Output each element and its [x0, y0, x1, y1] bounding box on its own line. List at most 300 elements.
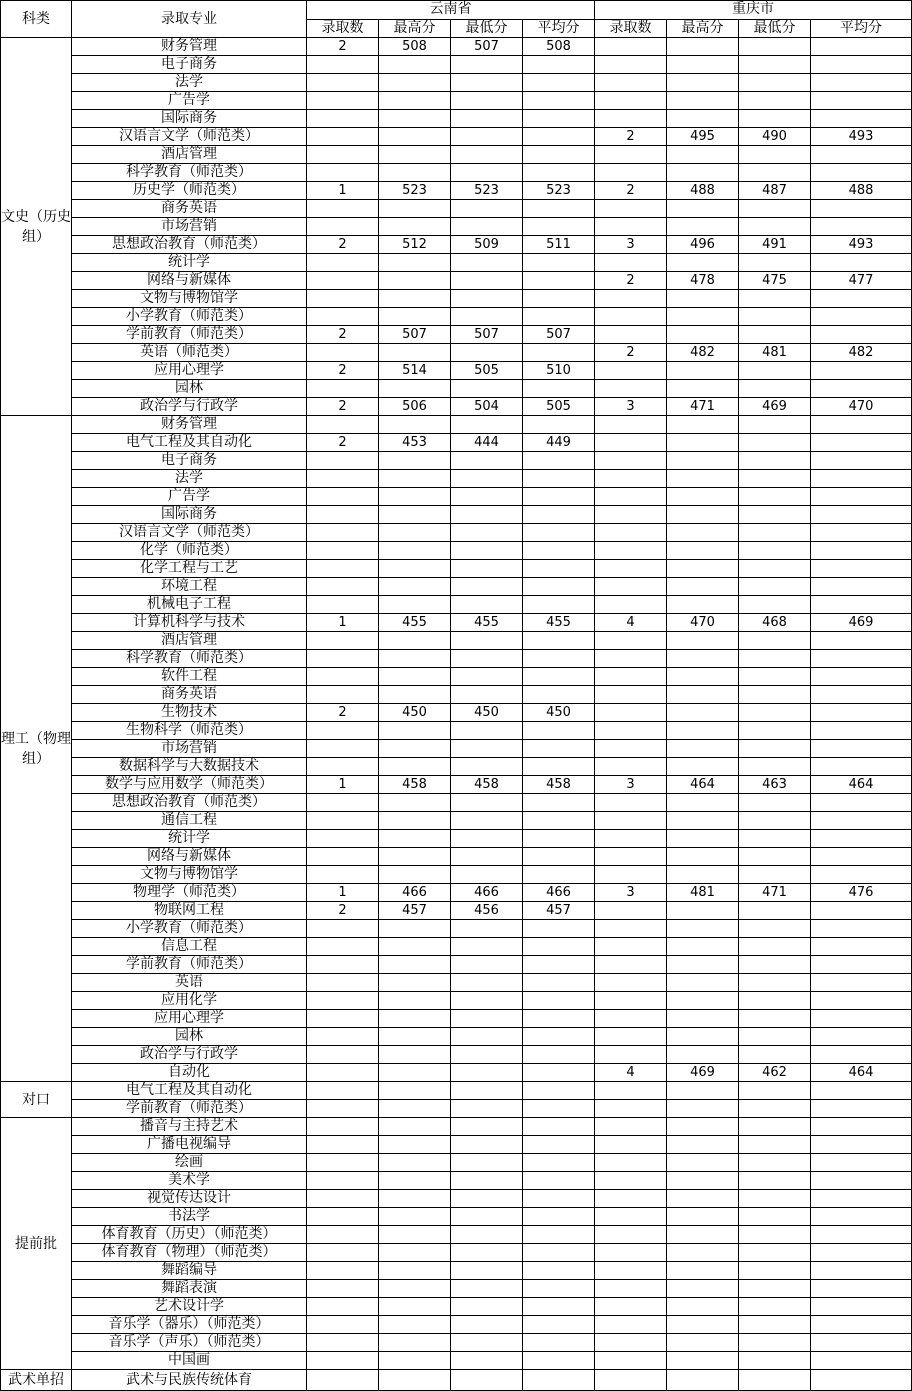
chongqing-min-cell [739, 38, 811, 56]
chongqing-count-cell [595, 560, 667, 578]
yunnan-count-cell [307, 1100, 379, 1118]
chongqing-min-cell [739, 146, 811, 164]
chongqing-max-cell [667, 812, 739, 830]
table-row [1, 506, 912, 524]
yunnan-max-cell [379, 722, 451, 740]
major-cell: 自动化 [72, 1064, 307, 1082]
chongqing-avg-cell [811, 1172, 912, 1190]
chongqing-max-cell [667, 308, 739, 326]
yunnan-max-cell [379, 1154, 451, 1172]
table-row [1, 128, 912, 146]
yunnan-count-cell [307, 830, 379, 848]
yunnan-max-cell: 466 [379, 884, 451, 902]
table-row [1, 542, 912, 560]
chongqing-count-cell [595, 704, 667, 722]
chongqing-max-cell [667, 1100, 739, 1118]
yunnan-min-cell [451, 740, 523, 758]
chongqing-max-cell [667, 1208, 739, 1226]
major-cell: 政治学与行政学 [72, 1046, 307, 1064]
table-row [1, 992, 912, 1010]
yunnan-max-cell [379, 1118, 451, 1136]
chongqing-count-cell: 4 [595, 1064, 667, 1082]
chongqing-min-cell [739, 506, 811, 524]
yunnan-min-cell [451, 1028, 523, 1046]
yunnan-min-cell [451, 128, 523, 146]
yunnan-avg-cell [523, 1208, 595, 1226]
major-cell: 广告学 [72, 92, 307, 110]
table-row [1, 380, 912, 398]
header-chongqing-count: 录取数 [595, 19, 667, 38]
major-cell: 文物与博物馆学 [72, 866, 307, 884]
yunnan-avg-cell [523, 1226, 595, 1244]
chongqing-min-cell: 463 [739, 776, 811, 794]
chongqing-count-cell: 2 [595, 344, 667, 362]
chongqing-count-cell [595, 1262, 667, 1280]
yunnan-min-cell [451, 1100, 523, 1118]
table-row [1, 596, 912, 614]
chongqing-count-cell [595, 56, 667, 74]
chongqing-min-cell [739, 1082, 811, 1100]
yunnan-count-cell [307, 632, 379, 650]
chongqing-max-cell [667, 686, 739, 704]
chongqing-avg-cell [811, 38, 912, 56]
yunnan-count-cell [307, 992, 379, 1010]
chongqing-avg-cell [811, 1028, 912, 1046]
table-row [1, 1100, 912, 1118]
chongqing-avg-cell: 476 [811, 884, 912, 902]
chongqing-max-cell [667, 56, 739, 74]
chongqing-min-cell [739, 1136, 811, 1154]
table-row [1, 1028, 912, 1046]
major-cell: 电子商务 [72, 56, 307, 74]
major-cell: 音乐学（器乐）（师范类） [72, 1316, 307, 1334]
major-cell: 书法学 [72, 1208, 307, 1226]
chongqing-count-cell: 2 [595, 182, 667, 200]
yunnan-avg-cell [523, 1244, 595, 1262]
major-cell: 生物科学（师范类） [72, 722, 307, 740]
yunnan-min-cell [451, 470, 523, 488]
table-row [1, 902, 912, 920]
yunnan-count-cell [307, 56, 379, 74]
yunnan-count-cell [307, 218, 379, 236]
yunnan-avg-cell [523, 506, 595, 524]
yunnan-max-cell [379, 272, 451, 290]
yunnan-avg-cell [523, 650, 595, 668]
chongqing-count-cell [595, 632, 667, 650]
yunnan-avg-cell [523, 146, 595, 164]
chongqing-min-cell [739, 938, 811, 956]
major-cell: 广播电视编导 [72, 1136, 307, 1154]
chongqing-min-cell [739, 1028, 811, 1046]
chongqing-min-cell [739, 1244, 811, 1262]
chongqing-count-cell [595, 416, 667, 434]
major-cell: 英语 [72, 974, 307, 992]
yunnan-min-cell [451, 146, 523, 164]
chongqing-min-cell [739, 1316, 811, 1334]
yunnan-count-cell [307, 1370, 379, 1391]
table-row [1, 92, 912, 110]
chongqing-avg-cell [811, 1082, 912, 1100]
yunnan-max-cell: 455 [379, 614, 451, 632]
yunnan-count-cell [307, 110, 379, 128]
chongqing-avg-cell [811, 200, 912, 218]
chongqing-avg-cell [811, 1208, 912, 1226]
yunnan-min-cell [451, 1118, 523, 1136]
major-cell: 软件工程 [72, 668, 307, 686]
chongqing-count-cell [595, 1226, 667, 1244]
major-cell: 国际商务 [72, 506, 307, 524]
yunnan-avg-cell [523, 1154, 595, 1172]
chongqing-max-cell [667, 758, 739, 776]
yunnan-avg-cell [523, 1100, 595, 1118]
yunnan-max-cell [379, 452, 451, 470]
chongqing-min-cell [739, 56, 811, 74]
header-yunnan-min: 最低分 [451, 19, 523, 38]
major-cell: 统计学 [72, 254, 307, 272]
yunnan-min-cell: 458 [451, 776, 523, 794]
chongqing-avg-cell: 464 [811, 776, 912, 794]
chongqing-min-cell [739, 362, 811, 380]
yunnan-avg-cell [523, 992, 595, 1010]
table-row [1, 956, 912, 974]
chongqing-count-cell [595, 830, 667, 848]
table-row [1, 1352, 912, 1370]
yunnan-min-cell [451, 92, 523, 110]
chongqing-max-cell: 469 [667, 1064, 739, 1082]
table-row [1, 1136, 912, 1154]
chongqing-avg-cell [811, 1262, 912, 1280]
yunnan-max-cell [379, 1244, 451, 1262]
major-cell: 数学与应用数学（师范类） [72, 776, 307, 794]
chongqing-avg-cell [811, 488, 912, 506]
yunnan-count-cell [307, 740, 379, 758]
chongqing-min-cell [739, 1280, 811, 1298]
table-body [1, 38, 912, 1391]
chongqing-avg-cell [811, 1334, 912, 1352]
yunnan-max-cell [379, 524, 451, 542]
yunnan-avg-cell [523, 254, 595, 272]
yunnan-count-cell [307, 488, 379, 506]
yunnan-count-cell [307, 1334, 379, 1352]
yunnan-min-cell [451, 452, 523, 470]
chongqing-min-cell [739, 1262, 811, 1280]
yunnan-min-cell [451, 1208, 523, 1226]
major-cell: 物理学（师范类） [72, 884, 307, 902]
chongqing-avg-cell [811, 740, 912, 758]
yunnan-avg-cell [523, 938, 595, 956]
chongqing-count-cell [595, 488, 667, 506]
chongqing-avg-cell [811, 1118, 912, 1136]
chongqing-count-cell [595, 1298, 667, 1316]
yunnan-min-cell [451, 830, 523, 848]
major-cell: 网络与新媒体 [72, 848, 307, 866]
chongqing-max-cell [667, 38, 739, 56]
header-chongqing-max: 最高分 [667, 19, 739, 38]
table-row [1, 200, 912, 218]
yunnan-min-cell [451, 344, 523, 362]
chongqing-count-cell [595, 1352, 667, 1370]
chongqing-max-cell [667, 1244, 739, 1262]
yunnan-avg-cell: 455 [523, 614, 595, 632]
yunnan-max-cell [379, 344, 451, 362]
chongqing-avg-cell [811, 164, 912, 182]
chongqing-min-cell: 471 [739, 884, 811, 902]
chongqing-max-cell [667, 254, 739, 272]
table-row [1, 1046, 912, 1064]
chongqing-max-cell [667, 740, 739, 758]
yunnan-min-cell [451, 794, 523, 812]
yunnan-avg-cell [523, 560, 595, 578]
yunnan-count-cell [307, 848, 379, 866]
yunnan-count-cell [307, 686, 379, 704]
chongqing-min-cell [739, 722, 811, 740]
chongqing-count-cell: 3 [595, 236, 667, 254]
chongqing-max-cell: 495 [667, 128, 739, 146]
chongqing-count-cell [595, 1190, 667, 1208]
table-row [1, 1118, 912, 1136]
chongqing-min-cell: 468 [739, 614, 811, 632]
major-cell: 历史学（师范类） [72, 182, 307, 200]
yunnan-count-cell [307, 452, 379, 470]
chongqing-min-cell [739, 758, 811, 776]
yunnan-avg-cell [523, 1136, 595, 1154]
yunnan-count-cell: 2 [307, 704, 379, 722]
yunnan-count-cell [307, 542, 379, 560]
chongqing-avg-cell [811, 434, 912, 452]
table-row [1, 236, 912, 254]
chongqing-count-cell [595, 542, 667, 560]
yunnan-avg-cell [523, 740, 595, 758]
yunnan-count-cell [307, 1244, 379, 1262]
yunnan-max-cell [379, 290, 451, 308]
chongqing-max-cell [667, 488, 739, 506]
table-row [1, 1208, 912, 1226]
yunnan-count-cell [307, 1280, 379, 1298]
chongqing-max-cell [667, 110, 739, 128]
chongqing-avg-cell [811, 524, 912, 542]
chongqing-max-cell [667, 362, 739, 380]
major-cell: 小学教育（师范类） [72, 920, 307, 938]
chongqing-max-cell [667, 956, 739, 974]
chongqing-max-cell [667, 452, 739, 470]
yunnan-avg-cell [523, 1190, 595, 1208]
yunnan-avg-cell: 511 [523, 236, 595, 254]
chongqing-min-cell [739, 110, 811, 128]
yunnan-count-cell [307, 1064, 379, 1082]
yunnan-avg-cell [523, 218, 595, 236]
chongqing-count-cell [595, 200, 667, 218]
chongqing-count-cell [595, 1100, 667, 1118]
category-cell: 提前批 [1, 1118, 72, 1370]
yunnan-min-cell [451, 200, 523, 218]
yunnan-count-cell [307, 812, 379, 830]
table-row [1, 758, 912, 776]
chongqing-avg-cell [811, 1010, 912, 1028]
yunnan-avg-cell [523, 1352, 595, 1370]
yunnan-max-cell [379, 1280, 451, 1298]
chongqing-avg-cell [811, 1316, 912, 1334]
chongqing-count-cell: 4 [595, 614, 667, 632]
chongqing-max-cell [667, 92, 739, 110]
yunnan-min-cell [451, 1262, 523, 1280]
major-cell: 绘画 [72, 1154, 307, 1172]
chongqing-min-cell [739, 794, 811, 812]
yunnan-max-cell [379, 416, 451, 434]
chongqing-max-cell [667, 434, 739, 452]
chongqing-min-cell [739, 200, 811, 218]
yunnan-min-cell [451, 1226, 523, 1244]
chongqing-min-cell [739, 956, 811, 974]
chongqing-count-cell [595, 1118, 667, 1136]
yunnan-max-cell [379, 1100, 451, 1118]
yunnan-count-cell [307, 1172, 379, 1190]
major-cell: 舞蹈表演 [72, 1280, 307, 1298]
yunnan-avg-cell: 458 [523, 776, 595, 794]
yunnan-count-cell: 2 [307, 236, 379, 254]
chongqing-min-cell [739, 380, 811, 398]
chongqing-count-cell [595, 92, 667, 110]
chongqing-count-cell [595, 596, 667, 614]
major-cell: 法学 [72, 74, 307, 92]
table-row [1, 524, 912, 542]
yunnan-max-cell [379, 758, 451, 776]
major-cell: 播音与主持艺术 [72, 1118, 307, 1136]
chongqing-avg-cell [811, 650, 912, 668]
major-cell: 园林 [72, 380, 307, 398]
chongqing-avg-cell [811, 686, 912, 704]
chongqing-max-cell [667, 1118, 739, 1136]
chongqing-count-cell [595, 524, 667, 542]
yunnan-avg-cell: 466 [523, 884, 595, 902]
yunnan-max-cell [379, 542, 451, 560]
yunnan-min-cell [451, 758, 523, 776]
yunnan-count-cell [307, 758, 379, 776]
chongqing-max-cell [667, 542, 739, 560]
major-cell: 小学教育（师范类） [72, 308, 307, 326]
yunnan-max-cell [379, 596, 451, 614]
header-chongqing-avg: 平均分 [811, 19, 912, 38]
yunnan-count-cell [307, 596, 379, 614]
yunnan-min-cell [451, 848, 523, 866]
chongqing-max-cell [667, 830, 739, 848]
chongqing-min-cell [739, 1334, 811, 1352]
chongqing-avg-cell [811, 452, 912, 470]
chongqing-max-cell [667, 848, 739, 866]
yunnan-min-cell [451, 290, 523, 308]
table-row [1, 938, 912, 956]
chongqing-avg-cell [811, 290, 912, 308]
table-row [1, 1082, 912, 1100]
chongqing-count-cell [595, 1244, 667, 1262]
chongqing-max-cell [667, 704, 739, 722]
major-cell: 思想政治教育（师范类） [72, 236, 307, 254]
major-cell: 园林 [72, 1028, 307, 1046]
chongqing-min-cell [739, 1172, 811, 1190]
chongqing-avg-cell [811, 1370, 912, 1391]
yunnan-count-cell [307, 668, 379, 686]
chongqing-avg-cell [811, 992, 912, 1010]
yunnan-max-cell: 506 [379, 398, 451, 416]
chongqing-count-cell [595, 1172, 667, 1190]
chongqing-count-cell [595, 650, 667, 668]
yunnan-min-cell [451, 218, 523, 236]
yunnan-avg-cell [523, 488, 595, 506]
table-row [1, 290, 912, 308]
chongqing-count-cell [595, 974, 667, 992]
chongqing-min-cell [739, 254, 811, 272]
chongqing-min-cell: 481 [739, 344, 811, 362]
chongqing-max-cell: 478 [667, 272, 739, 290]
yunnan-min-cell: 507 [451, 38, 523, 56]
table-row [1, 146, 912, 164]
major-cell: 应用心理学 [72, 362, 307, 380]
yunnan-max-cell [379, 794, 451, 812]
major-cell: 国际商务 [72, 110, 307, 128]
yunnan-min-cell: 455 [451, 614, 523, 632]
yunnan-count-cell [307, 128, 379, 146]
chongqing-max-cell [667, 1352, 739, 1370]
yunnan-max-cell [379, 740, 451, 758]
chongqing-avg-cell [811, 758, 912, 776]
chongqing-count-cell [595, 1136, 667, 1154]
yunnan-min-cell [451, 938, 523, 956]
yunnan-avg-cell [523, 308, 595, 326]
yunnan-min-cell: 509 [451, 236, 523, 254]
table-row [1, 218, 912, 236]
chongqing-min-cell [739, 974, 811, 992]
yunnan-count-cell [307, 578, 379, 596]
table-row [1, 1154, 912, 1172]
yunnan-avg-cell: 457 [523, 902, 595, 920]
chongqing-min-cell [739, 632, 811, 650]
chongqing-avg-cell [811, 902, 912, 920]
table-row [1, 1244, 912, 1262]
yunnan-min-cell [451, 632, 523, 650]
chongqing-avg-cell [811, 632, 912, 650]
yunnan-min-cell [451, 1352, 523, 1370]
yunnan-avg-cell: 449 [523, 434, 595, 452]
chongqing-avg-cell [811, 380, 912, 398]
chongqing-min-cell [739, 740, 811, 758]
yunnan-avg-cell [523, 1010, 595, 1028]
yunnan-count-cell [307, 416, 379, 434]
chongqing-max-cell: 496 [667, 236, 739, 254]
major-cell: 电气工程及其自动化 [72, 434, 307, 452]
yunnan-max-cell [379, 380, 451, 398]
chongqing-max-cell [667, 578, 739, 596]
chongqing-avg-cell [811, 830, 912, 848]
chongqing-min-cell: 475 [739, 272, 811, 290]
yunnan-max-cell [379, 668, 451, 686]
chongqing-max-cell [667, 974, 739, 992]
chongqing-avg-cell [811, 110, 912, 128]
yunnan-count-cell: 1 [307, 884, 379, 902]
chongqing-max-cell [667, 74, 739, 92]
chongqing-min-cell [739, 902, 811, 920]
yunnan-count-cell [307, 1316, 379, 1334]
yunnan-max-cell [379, 1316, 451, 1334]
yunnan-max-cell [379, 110, 451, 128]
chongqing-count-cell: 3 [595, 884, 667, 902]
major-cell: 科学教育（师范类） [72, 650, 307, 668]
yunnan-count-cell [307, 254, 379, 272]
yunnan-min-cell [451, 1154, 523, 1172]
yunnan-max-cell: 514 [379, 362, 451, 380]
yunnan-max-cell [379, 1028, 451, 1046]
table-row [1, 650, 912, 668]
chongqing-min-cell [739, 470, 811, 488]
chongqing-avg-cell [811, 1190, 912, 1208]
